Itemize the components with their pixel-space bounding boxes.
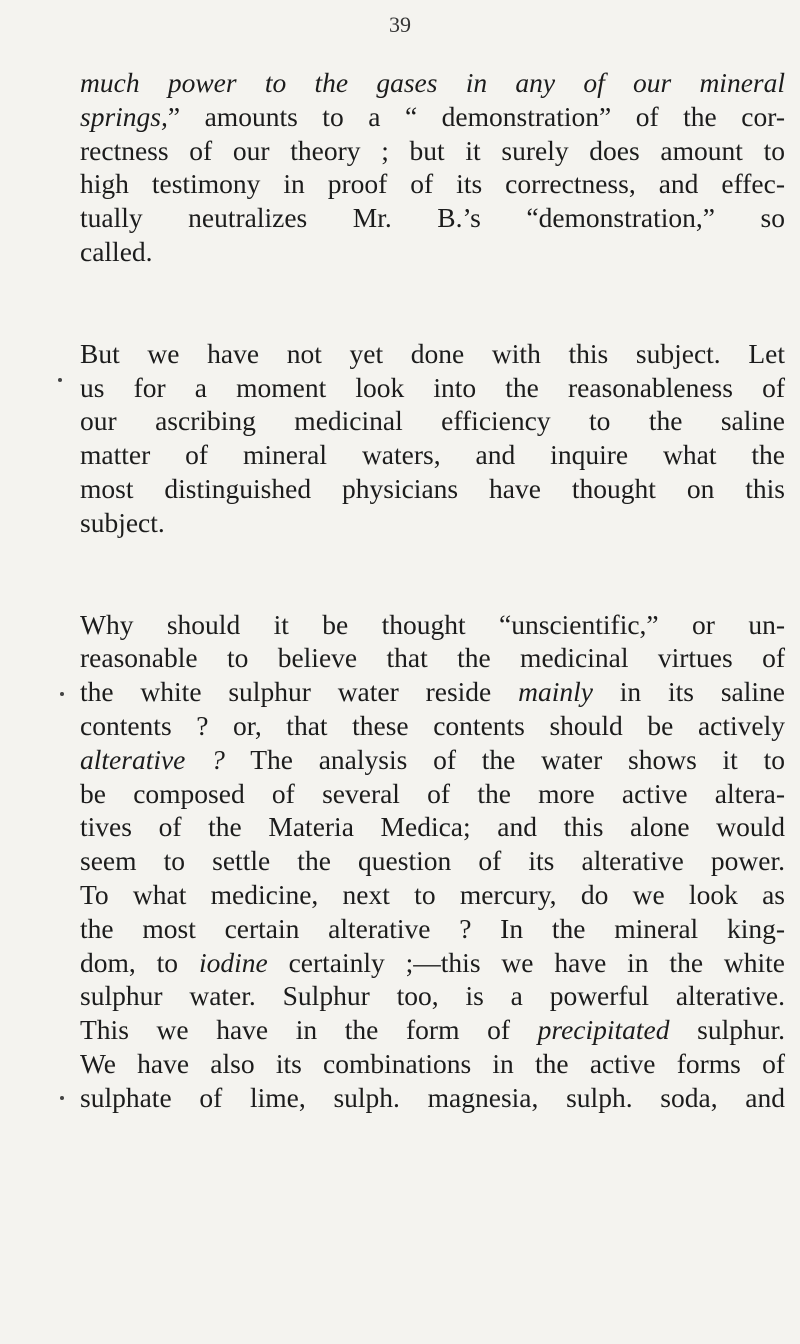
text-run: high testimony in proof of its correctness, and effec- [80,168,785,200]
text-run: This we have in the form of [80,1014,538,1046]
body-text [80,66,785,1115]
text-line [80,438,785,472]
text-run: tually neutralizes Mr. B.’s “demonstration,” so [80,202,785,234]
text-line [80,743,785,777]
text-run: contents ? or, that these contents should be actively [80,709,785,741]
text-run: reasonable to believe that the medicinal virtues of [80,642,785,674]
paragraph-gap [80,540,785,608]
text-line [80,134,785,168]
text-line [80,506,785,540]
text-line [80,608,785,642]
text-run: called. [80,235,153,267]
paragraph [80,337,785,540]
text-line [80,201,785,235]
text-run: tives of the Materia Medica; and this alone would [80,811,785,843]
text-run: But we have not yet done with this subject. Let [80,337,785,369]
text-run: the most certain alterative ? In the mineral king- [80,912,785,944]
italic-text: mainly [518,676,593,708]
text-run: rectness of our theory ; but it surely does amount to [80,134,785,166]
text-run: ” amounts to a “ demonstration” of the cor- [167,100,785,132]
text-line [80,912,785,946]
paper-speck [60,1096,64,1100]
text-run: sulphate of lime, sulph. magnesia, sulph. soda, and [80,1081,785,1113]
text-line [80,844,785,878]
italic-text: iodine [198,946,268,978]
italic-text: springs, [80,100,168,132]
paragraph-gap [80,269,785,337]
text-run: the white sulphur water reside [80,676,519,708]
text-line [80,878,785,912]
text-run: seem to settle the question of its alterative power. [80,845,785,877]
text-run: dom, to [80,946,199,978]
text-line [80,404,785,438]
text-run: our ascribing medicinal efficiency to the saline [80,405,785,437]
text-run: us for a moment look into the reasonableness of [80,371,785,403]
text-run: most distinguished physicians have thought on this [80,472,785,504]
text-run: Why should it be thought “unscientific,” or un- [80,608,785,640]
text-run: be composed of several of the more active altera- [80,777,785,809]
text-line [80,1081,785,1115]
text-line [80,979,785,1013]
text-line [80,167,785,201]
text-run: subject. [80,506,165,538]
paper-speck [60,692,64,696]
text-run: We have also its combinations in the active forms of [80,1047,785,1079]
text-line [80,100,785,134]
text-run: in its saline [592,676,785,708]
text-line [80,641,785,675]
text-line [80,777,785,811]
text-run: sulphur. [669,1014,786,1046]
text-line [80,675,785,709]
text-line [80,1047,785,1081]
text-run: matter of mineral waters, and inquire what the [80,439,785,471]
text-line [80,946,785,980]
text-line [80,235,785,269]
text-run: certainly ;—this we have in the white [267,946,786,978]
text-run: To what medicine, next to mercury, do we look as [80,878,785,910]
text-line [80,472,785,506]
text-line [80,810,785,844]
text-line [80,1013,785,1047]
text-line [80,66,785,100]
text-line [80,709,785,743]
paper-speck [58,378,62,382]
page-number: 39 [389,12,411,37]
text-line [80,337,785,371]
text-run: sulphur water. Sulphur too, is a powerful alterative. [80,980,785,1012]
paragraph [80,608,785,1115]
paragraph [80,66,785,269]
text-run: The analysis of the water shows it to [224,743,785,775]
italic-text: alterative ? [80,743,225,775]
italic-text: much power to the gases in any of our mineral [80,67,785,98]
italic-text: precipitated [537,1014,670,1046]
text-line [80,371,785,405]
